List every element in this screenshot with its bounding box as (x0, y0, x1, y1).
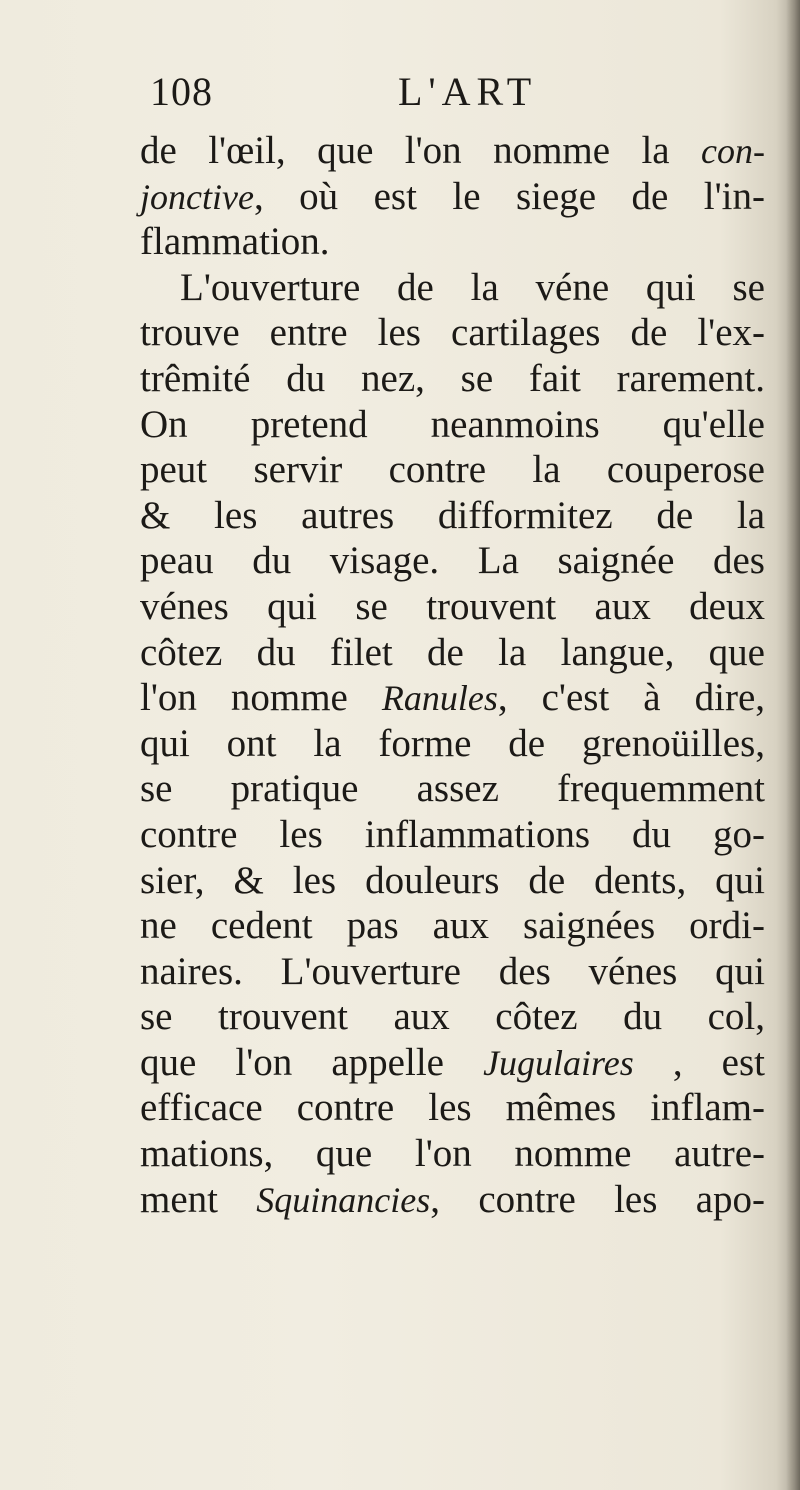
text-line (140, 584, 765, 630)
italic-term: Jugulaires (483, 1042, 634, 1083)
text-line (140, 994, 765, 1040)
italic-term: Ranules (381, 678, 498, 719)
text-line (140, 1085, 765, 1131)
text-span: , où est le siege de l'in- (253, 174, 765, 218)
text-span: flammation. (140, 220, 330, 264)
text-span: côtez du filet de la langue, que (140, 630, 765, 674)
text-span: , contre les apo- (430, 1177, 765, 1221)
text-line (140, 858, 765, 904)
text-line (140, 538, 765, 584)
text-line (140, 630, 765, 676)
text-span: se trouvent aux côtez du col, (140, 995, 765, 1039)
text-line (140, 812, 765, 858)
text-line (140, 949, 765, 995)
text-line (140, 1177, 765, 1223)
text-span: trêmité du nez, se fait rarement. (140, 356, 765, 400)
text-span: contre les inflammations du go- (140, 812, 765, 856)
running-head: L'ART (398, 69, 538, 114)
text-line (140, 1040, 765, 1086)
text-span: ment (140, 1177, 257, 1221)
text-span: trouve entre les cartilages de l'ex- (140, 311, 765, 355)
text-line (140, 310, 765, 356)
italic-term: con- (701, 131, 765, 171)
text-span: peut servir contre la couperose (140, 448, 765, 492)
text-span: On pretend neanmoins qu'elle (140, 402, 765, 446)
text-line (140, 721, 765, 767)
text-line (140, 766, 765, 812)
text-span: & les autres difformitez de la (140, 493, 765, 537)
text-span: vénes qui se trouvent aux deux (140, 584, 765, 628)
text-span: se pratique assez frequemment (140, 767, 765, 811)
text-line (140, 356, 765, 402)
text-span: qui ont la forme de grenoüilles, (140, 721, 765, 765)
text-span: ne cedent pas aux saignées ordi- (140, 904, 765, 948)
text-span: sier, & les douleurs de dents, qui (140, 858, 765, 902)
text-line (140, 1131, 765, 1177)
body-text (140, 128, 765, 1222)
text-span: , c'est à dire, (497, 676, 765, 720)
text-span: L'ouverture de la véne qui se (180, 265, 765, 309)
text-span: peau du visage. La saignée des (140, 539, 765, 583)
text-span: de l'œil, que l'on nomme la (140, 129, 702, 172)
text-line (140, 128, 765, 174)
text-line (140, 675, 765, 721)
text-line (140, 174, 765, 220)
text-line (140, 493, 765, 539)
text-span: l'on nomme (140, 676, 382, 720)
text-span: que l'on appelle (140, 1040, 484, 1084)
text-line (140, 219, 765, 265)
page-number: 108 (150, 69, 213, 114)
italic-term: Squinancies (256, 1179, 431, 1220)
text-line (140, 402, 765, 448)
page-edge-shadow (786, 0, 800, 1490)
paragraph-start-line (140, 265, 765, 311)
text-line (140, 903, 765, 949)
text-span: mations, que l'on nomme autre- (140, 1132, 765, 1176)
page-header (150, 68, 750, 128)
italic-term: jonctive (140, 176, 254, 217)
text-span: efficace contre les mêmes inflam- (140, 1086, 765, 1130)
text-span: naires. L'ouverture des vénes qui (140, 949, 765, 993)
text-line (140, 447, 765, 493)
text-span: , est (633, 1040, 766, 1084)
